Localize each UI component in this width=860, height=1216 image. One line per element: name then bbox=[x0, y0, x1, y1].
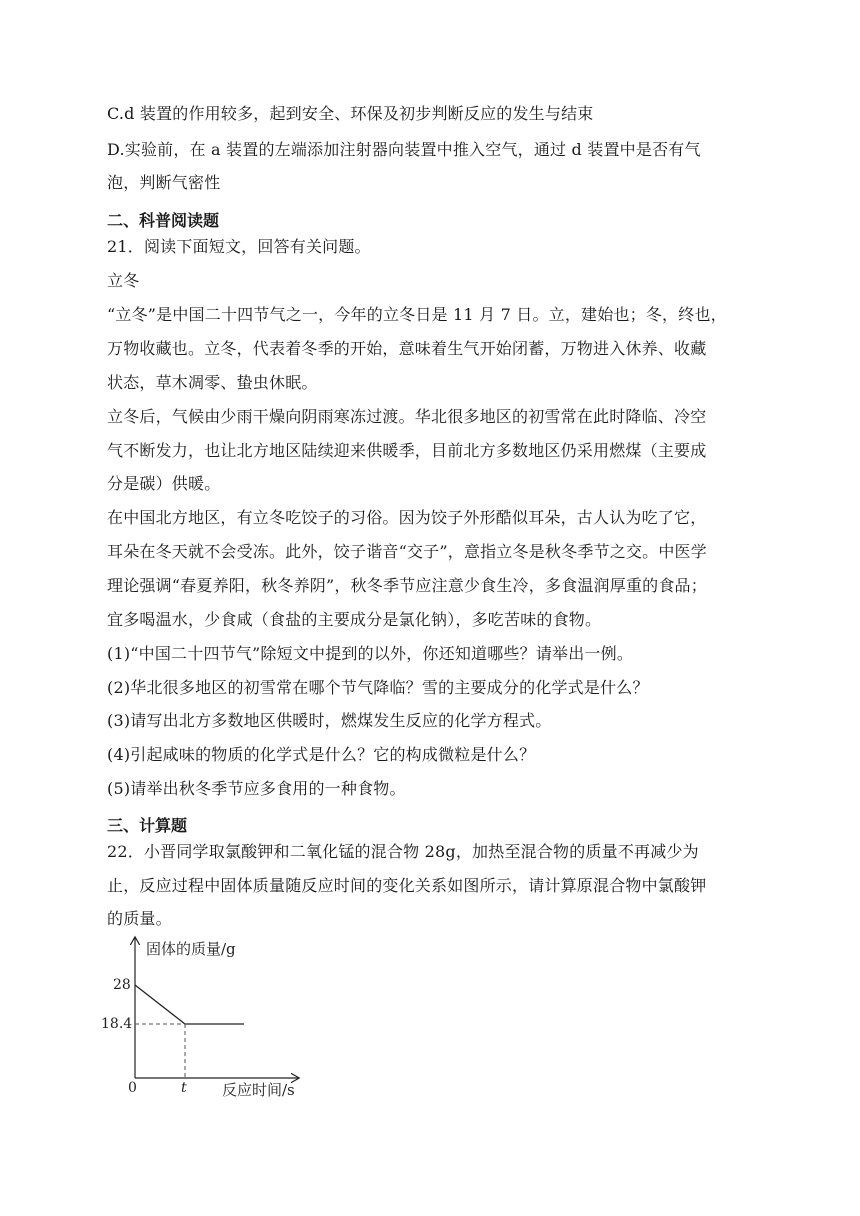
article-title: 立冬 bbox=[107, 271, 140, 290]
series-line bbox=[135, 985, 244, 1024]
origin-label: 0 bbox=[128, 1080, 137, 1096]
y-tick-label-18-4: 18.4 bbox=[101, 1016, 133, 1032]
question-4: (4)引起咸味的物质的化学式是什么？它的构成微粒是什么？ bbox=[107, 745, 536, 764]
section-3-heading: 三、计算题 bbox=[107, 816, 188, 835]
article-line: “立冬”是中国二十四节气之一，今年的立冬日是 11 月 7 日。立，建始也；冬，终也， bbox=[107, 305, 727, 324]
article-line: 在中国北方地区，有立冬吃饺子的习俗。因为饺子外形酷似耳朵，古人认为吃了它， bbox=[107, 508, 707, 527]
article-line: 立冬后，气候由少雨干燥向阴雨寒冻过渡。华北很多地区的初雪常在此时降临、冷空 bbox=[107, 407, 707, 426]
article-line: 耳朵在冬天就不会受冻。此外，饺子谐音“交子”，意指立冬是秋冬季节之交。中医学 bbox=[107, 542, 707, 561]
option-d-line1: D.实验前，在 a 装置的左端添加注射器向装置中推入空气，通过 d 装置中是否有气 bbox=[107, 140, 701, 159]
y-axis-label: 固体的质量/g bbox=[146, 940, 236, 958]
x-axis-label: 反应时间/s bbox=[222, 1081, 295, 1099]
option-c: C.d 装置的作用较多，起到安全、环保及初步判断反应的发生与结束 bbox=[107, 104, 594, 123]
x-tick-label: t bbox=[181, 1080, 187, 1096]
question-2: (2)华北很多地区的初雪常在哪个节气降临？雪的主要成分的化学式是什么？ bbox=[107, 678, 649, 697]
article-line: 状态，草木凋零、蛰虫休眠。 bbox=[107, 373, 318, 392]
q21-intro: 21．阅读下面短文，回答有关问题。 bbox=[107, 237, 371, 256]
article-line: 气不断发力，也让北方地区陆续迎来供暖季，目前北方多数地区仍采用燃煤（主要成 bbox=[107, 441, 707, 460]
article-line: 宜多喝温水，少食咸（食盐的主要成分是氯化钠），多吃苦味的食物。 bbox=[107, 610, 602, 629]
q22-line: 的质量。 bbox=[107, 909, 172, 928]
section-2-heading: 二、科普阅读题 bbox=[107, 211, 220, 230]
mass-time-chart bbox=[98, 930, 318, 1100]
article-line: 分是碳）供暖。 bbox=[107, 474, 221, 493]
y-tick-label-28: 28 bbox=[113, 977, 131, 993]
article-line: 理论强调“春夏养阳，秋冬养阴”，秋冬季节应注意少食生冷，多食温润厚重的食品； bbox=[107, 576, 707, 595]
q22-line: 止，反应过程中固体质量随反应时间的变化关系如图所示，请计算原混合物中氯酸钾 bbox=[107, 876, 707, 895]
question-5: (5)请举出秋冬季节应多食用的一种食物。 bbox=[107, 779, 406, 798]
option-d-line2: 泡，判断气密性 bbox=[107, 173, 221, 192]
article-line: 万物收藏也。立冬，代表着冬季的开始，意味着生气开始闭蓄，万物进入休养、收藏 bbox=[107, 339, 707, 358]
question-1: (1)“中国二十四节气”除短文中提到的以外，你还知道哪些？请举出一例。 bbox=[107, 644, 634, 663]
q22-line: 22．小晋同学取氯酸钾和二氧化锰的混合物 28g，加热至混合物的质量不再减少为 bbox=[107, 842, 699, 861]
question-3: (3)请写出北方多数地区供暖时，燃煤发生反应的化学方程式。 bbox=[107, 711, 552, 730]
